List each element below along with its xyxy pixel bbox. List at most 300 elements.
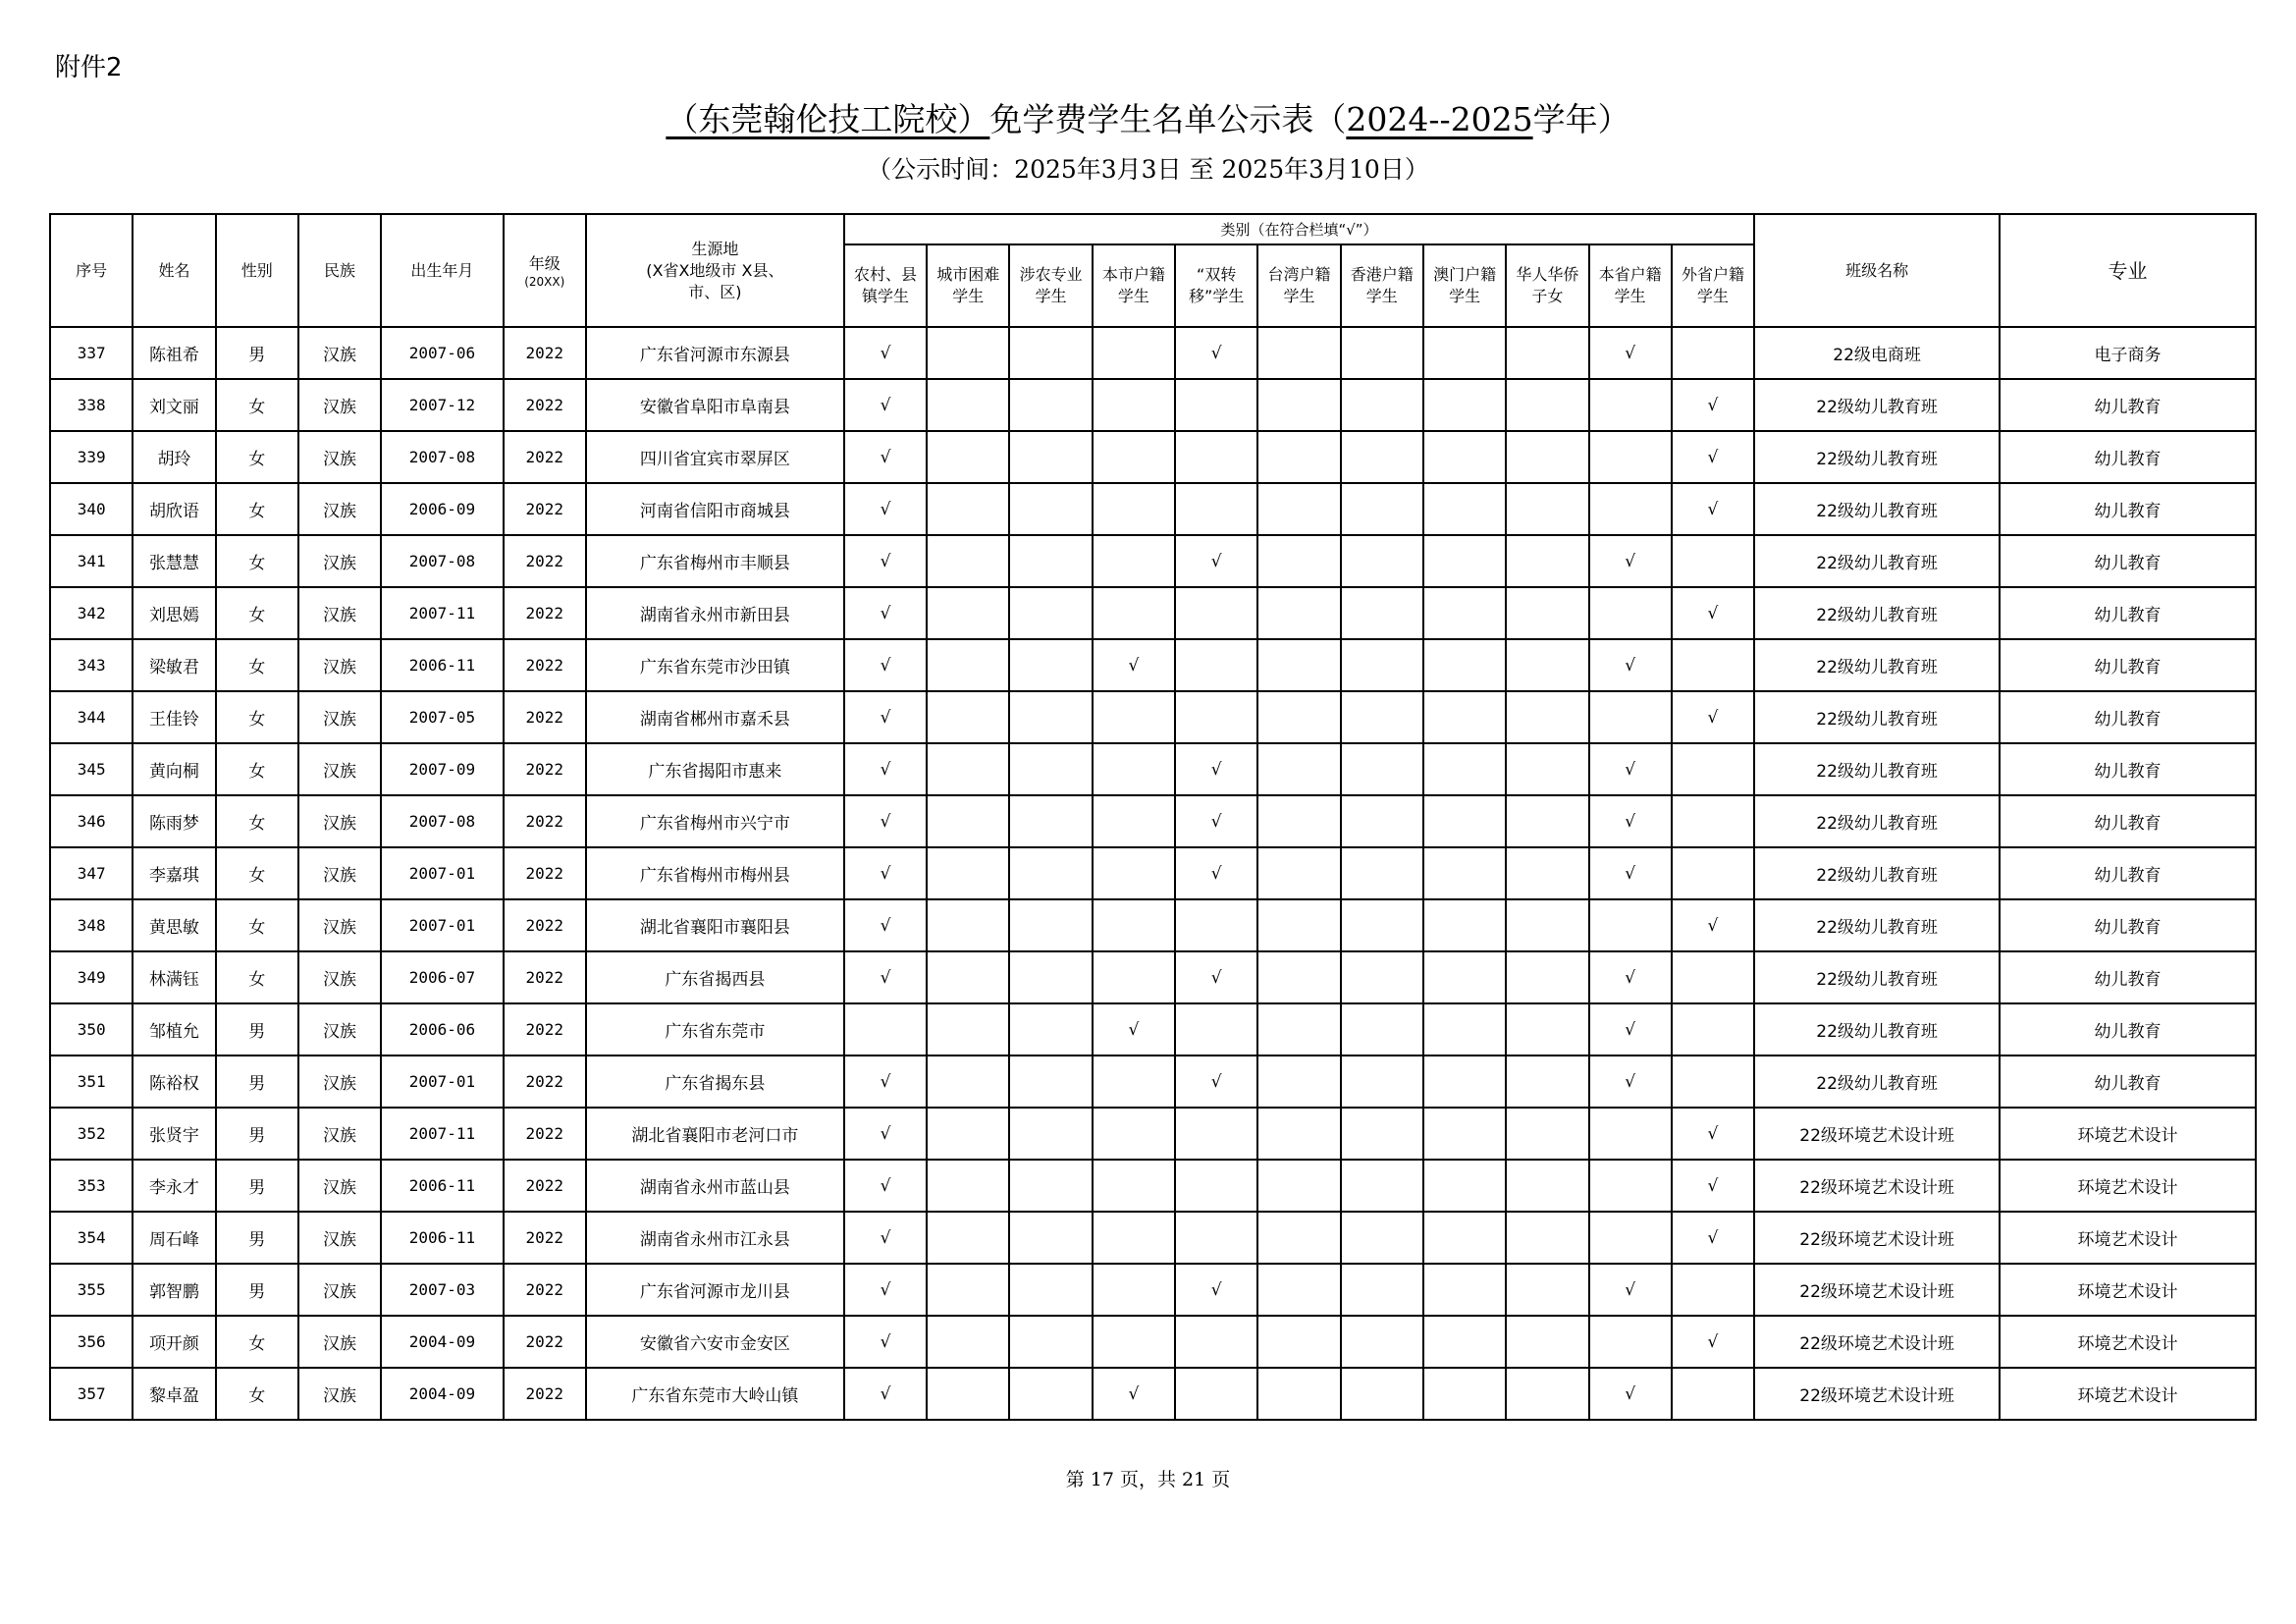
cell-category-10 — [1672, 847, 1754, 899]
title-middle: 免学费学生名单公示表（ — [989, 100, 1347, 138]
cell-category-7 — [1423, 431, 1506, 483]
cell-category-9 — [1589, 691, 1672, 743]
cell-category-5 — [1257, 743, 1340, 795]
cell-seq: 355 — [50, 1264, 133, 1316]
cell-category-5 — [1257, 1212, 1340, 1264]
cell-category-5 — [1257, 431, 1340, 483]
header-ethnicity: 民族 — [298, 214, 381, 327]
header-origin-note: (X省X地级市 X县、市、区) — [646, 260, 784, 301]
cell-category-5 — [1257, 535, 1340, 587]
title-close: 学年） — [1532, 100, 1630, 138]
check-mark: √ — [880, 863, 891, 884]
cell-category-10 — [1672, 587, 1754, 639]
cell-category-1 — [927, 1212, 1009, 1264]
cell-category-1 — [927, 1056, 1009, 1108]
cell-name: 刘思嫣 — [133, 587, 215, 639]
header-grade-note: (20XX) — [524, 274, 565, 289]
cell-seq: 340 — [50, 483, 133, 535]
cell-category-2 — [1009, 535, 1092, 587]
cell-major: 环境艺术设计 — [2000, 1160, 2256, 1212]
cell-category-8 — [1506, 587, 1588, 639]
cell-major: 环境艺术设计 — [2000, 1264, 2256, 1316]
cell-major: 环境艺术设计 — [2000, 1108, 2256, 1160]
cell-category-4 — [1175, 1316, 1257, 1368]
cell-ethnicity: 汉族 — [298, 847, 381, 899]
cell-name: 陈祖希 — [133, 327, 215, 379]
cell-category-3 — [1093, 1003, 1175, 1056]
header-origin — [586, 214, 844, 327]
cell-name: 林满钰 — [133, 951, 215, 1003]
cell-category-4 — [1175, 951, 1257, 1003]
cell-major: 环境艺术设计 — [2000, 1212, 2256, 1264]
cell-category-4 — [1175, 1264, 1257, 1316]
check-mark: √ — [1707, 1175, 1719, 1196]
cell-name: 陈雨梦 — [133, 795, 215, 847]
cell-name: 梁敏君 — [133, 639, 215, 691]
cell-category-3 — [1093, 379, 1175, 431]
cell-birth: 2006-09 — [381, 483, 503, 535]
check-mark: √ — [880, 1123, 891, 1144]
cell-grade: 2022 — [504, 951, 586, 1003]
cell-category-5 — [1257, 847, 1340, 899]
cell-seq: 345 — [50, 743, 133, 795]
cell-category-2 — [1009, 1368, 1092, 1420]
table-row — [50, 1056, 2256, 1108]
cell-category-1 — [927, 587, 1009, 639]
check-mark: √ — [1625, 343, 1636, 363]
cell-ethnicity: 汉族 — [298, 1160, 381, 1212]
cell-category-6 — [1341, 743, 1423, 795]
header-name: 姓名 — [133, 214, 215, 327]
cell-class-name: 22级幼儿教育班 — [1754, 1003, 2000, 1056]
cell-name: 邹植允 — [133, 1003, 215, 1056]
cell-category-4 — [1175, 327, 1257, 379]
cell-category-2 — [1009, 431, 1092, 483]
check-mark: √ — [880, 1071, 891, 1092]
cell-ethnicity: 汉族 — [298, 743, 381, 795]
cell-birth: 2004-09 — [381, 1368, 503, 1420]
header-class-name: 班级名称 — [1754, 214, 2000, 327]
cell-origin: 湖南省永州市蓝山县 — [586, 1160, 844, 1212]
cell-category-1 — [927, 1316, 1009, 1368]
cell-grade: 2022 — [504, 483, 586, 535]
check-mark: √ — [1210, 863, 1222, 884]
cell-category-3 — [1093, 847, 1175, 899]
cell-category-7 — [1423, 1056, 1506, 1108]
cell-gender: 女 — [216, 691, 298, 743]
cell-category-7 — [1423, 1316, 1506, 1368]
check-mark: √ — [880, 343, 891, 363]
cell-birth: 2007-05 — [381, 691, 503, 743]
cell-birth: 2007-03 — [381, 1264, 503, 1316]
cell-major: 幼儿教育 — [2000, 639, 2256, 691]
header-category-5: 台湾户籍学生 — [1257, 244, 1340, 327]
cell-ethnicity: 汉族 — [298, 1056, 381, 1108]
cell-category-0 — [844, 1264, 927, 1316]
cell-category-4 — [1175, 1368, 1257, 1420]
cell-category-2 — [1009, 795, 1092, 847]
cell-category-4 — [1175, 1003, 1257, 1056]
cell-gender: 女 — [216, 379, 298, 431]
table-row — [50, 1316, 2256, 1368]
header-category-8: 华人华侨子女 — [1506, 244, 1588, 327]
cell-name: 黎卓盈 — [133, 1368, 215, 1420]
header-gender: 性别 — [216, 214, 298, 327]
cell-gender: 女 — [216, 847, 298, 899]
cell-origin: 河南省信阳市商城县 — [586, 483, 844, 535]
cell-category-9 — [1589, 1160, 1672, 1212]
check-mark: √ — [1625, 1383, 1636, 1404]
check-mark: √ — [1707, 447, 1719, 467]
cell-category-6 — [1341, 1160, 1423, 1212]
header-category-group: 类别（在符合栏填“√”） — [844, 214, 1754, 244]
cell-category-6 — [1341, 639, 1423, 691]
cell-category-1 — [927, 639, 1009, 691]
cell-ethnicity: 汉族 — [298, 1108, 381, 1160]
school-name: （东莞翰伦技工院校） — [666, 100, 990, 138]
cell-category-8 — [1506, 1003, 1588, 1056]
cell-origin: 广东省梅州市丰顺县 — [586, 535, 844, 587]
cell-birth: 2006-11 — [381, 1212, 503, 1264]
cell-category-7 — [1423, 639, 1506, 691]
cell-category-7 — [1423, 535, 1506, 587]
cell-category-10 — [1672, 483, 1754, 535]
cell-seq: 354 — [50, 1212, 133, 1264]
cell-gender: 男 — [216, 1056, 298, 1108]
table-row — [50, 1264, 2256, 1316]
cell-category-5 — [1257, 379, 1340, 431]
cell-category-6 — [1341, 1264, 1423, 1316]
cell-ethnicity: 汉族 — [298, 1316, 381, 1368]
cell-grade: 2022 — [504, 795, 586, 847]
cell-category-2 — [1009, 1108, 1092, 1160]
cell-category-9 — [1589, 1368, 1672, 1420]
table-row — [50, 379, 2256, 431]
cell-origin: 湖北省襄阳市老河口市 — [586, 1108, 844, 1160]
cell-origin: 广东省揭东县 — [586, 1056, 844, 1108]
cell-category-5 — [1257, 951, 1340, 1003]
cell-major: 幼儿教育 — [2000, 743, 2256, 795]
cell-category-9 — [1589, 1316, 1672, 1368]
cell-category-6 — [1341, 847, 1423, 899]
cell-category-9 — [1589, 795, 1672, 847]
cell-name: 胡玲 — [133, 431, 215, 483]
cell-class-name: 22级幼儿教育班 — [1754, 587, 2000, 639]
cell-category-9 — [1589, 743, 1672, 795]
cell-seq: 351 — [50, 1056, 133, 1108]
cell-category-3 — [1093, 795, 1175, 847]
cell-birth: 2007-12 — [381, 379, 503, 431]
cell-name: 李永才 — [133, 1160, 215, 1212]
cell-major: 幼儿教育 — [2000, 691, 2256, 743]
cell-gender: 女 — [216, 951, 298, 1003]
cell-grade: 2022 — [504, 1160, 586, 1212]
cell-category-8 — [1506, 535, 1588, 587]
check-mark: √ — [1625, 1279, 1636, 1300]
cell-grade: 2022 — [504, 1316, 586, 1368]
cell-origin: 四川省宜宾市翠屏区 — [586, 431, 844, 483]
check-mark: √ — [880, 967, 891, 988]
cell-category-5 — [1257, 1003, 1340, 1056]
cell-category-3 — [1093, 1212, 1175, 1264]
cell-category-3 — [1093, 587, 1175, 639]
cell-category-8 — [1506, 379, 1588, 431]
cell-origin: 广东省东莞市沙田镇 — [586, 639, 844, 691]
cell-category-0 — [844, 1316, 927, 1368]
cell-seq: 356 — [50, 1316, 133, 1368]
cell-category-7 — [1423, 743, 1506, 795]
cell-class-name: 22级幼儿教育班 — [1754, 431, 2000, 483]
cell-origin: 广东省梅州市兴宁市 — [586, 795, 844, 847]
table-row — [50, 1160, 2256, 1212]
cell-category-5 — [1257, 327, 1340, 379]
cell-category-0 — [844, 379, 927, 431]
cell-class-name: 22级幼儿教育班 — [1754, 691, 2000, 743]
cell-category-9 — [1589, 847, 1672, 899]
cell-seq: 339 — [50, 431, 133, 483]
cell-category-9 — [1589, 327, 1672, 379]
check-mark: √ — [1210, 967, 1222, 988]
cell-category-7 — [1423, 951, 1506, 1003]
cell-category-7 — [1423, 1264, 1506, 1316]
cell-category-4 — [1175, 1056, 1257, 1108]
cell-class-name: 22级幼儿教育班 — [1754, 847, 2000, 899]
cell-class-name: 22级环境艺术设计班 — [1754, 1160, 2000, 1212]
cell-name: 陈裕权 — [133, 1056, 215, 1108]
cell-category-1 — [927, 847, 1009, 899]
cell-category-8 — [1506, 847, 1588, 899]
cell-category-6 — [1341, 1212, 1423, 1264]
header-row-1 — [50, 214, 2256, 244]
cell-name: 张贤宇 — [133, 1108, 215, 1160]
table-row — [50, 691, 2256, 743]
cell-gender: 女 — [216, 483, 298, 535]
cell-ethnicity: 汉族 — [298, 1003, 381, 1056]
cell-category-10 — [1672, 1212, 1754, 1264]
table-row — [50, 743, 2256, 795]
cell-category-5 — [1257, 691, 1340, 743]
cell-category-7 — [1423, 795, 1506, 847]
cell-seq: 349 — [50, 951, 133, 1003]
check-mark: √ — [880, 499, 891, 519]
cell-ethnicity: 汉族 — [298, 951, 381, 1003]
cell-major: 幼儿教育 — [2000, 951, 2256, 1003]
cell-category-0 — [844, 1108, 927, 1160]
cell-category-3 — [1093, 691, 1175, 743]
cell-category-4 — [1175, 1108, 1257, 1160]
cell-gender: 女 — [216, 795, 298, 847]
title-years: 2024--2025 — [1346, 100, 1533, 138]
check-mark: √ — [880, 1331, 891, 1352]
cell-birth: 2007-09 — [381, 743, 503, 795]
cell-category-3 — [1093, 483, 1175, 535]
check-mark: √ — [1625, 967, 1636, 988]
cell-birth: 2007-11 — [381, 1108, 503, 1160]
cell-category-8 — [1506, 1056, 1588, 1108]
cell-category-8 — [1506, 483, 1588, 535]
cell-gender: 女 — [216, 1368, 298, 1420]
cell-category-2 — [1009, 1160, 1092, 1212]
cell-category-2 — [1009, 1264, 1092, 1316]
cell-birth: 2007-06 — [381, 327, 503, 379]
check-mark: √ — [880, 811, 891, 832]
table-row — [50, 587, 2256, 639]
cell-category-2 — [1009, 1003, 1092, 1056]
cell-grade: 2022 — [504, 691, 586, 743]
cell-category-4 — [1175, 587, 1257, 639]
cell-category-0 — [844, 847, 927, 899]
cell-category-6 — [1341, 587, 1423, 639]
cell-class-name: 22级电商班 — [1754, 327, 2000, 379]
cell-origin: 湖南省永州市新田县 — [586, 587, 844, 639]
cell-grade: 2022 — [504, 535, 586, 587]
cell-origin: 湖南省永州市江永县 — [586, 1212, 844, 1264]
cell-category-3 — [1093, 1316, 1175, 1368]
check-mark: √ — [1707, 1123, 1719, 1144]
cell-grade: 2022 — [504, 1056, 586, 1108]
cell-birth: 2007-01 — [381, 899, 503, 951]
check-mark: √ — [880, 1175, 891, 1196]
cell-seq: 348 — [50, 899, 133, 951]
cell-origin: 广东省东莞市大岭山镇 — [586, 1368, 844, 1420]
cell-category-9 — [1589, 483, 1672, 535]
cell-category-2 — [1009, 1212, 1092, 1264]
cell-gender: 男 — [216, 1264, 298, 1316]
cell-category-0 — [844, 1003, 927, 1056]
cell-category-8 — [1506, 1316, 1588, 1368]
cell-grade: 2022 — [504, 1264, 586, 1316]
cell-name: 黄向桐 — [133, 743, 215, 795]
cell-name: 周石峰 — [133, 1212, 215, 1264]
cell-seq: 357 — [50, 1368, 133, 1420]
cell-class-name: 22级环境艺术设计班 — [1754, 1212, 2000, 1264]
cell-category-2 — [1009, 639, 1092, 691]
cell-class-name: 22级环境艺术设计班 — [1754, 1316, 2000, 1368]
cell-category-2 — [1009, 951, 1092, 1003]
cell-ethnicity: 汉族 — [298, 1264, 381, 1316]
cell-category-6 — [1341, 795, 1423, 847]
cell-category-9 — [1589, 639, 1672, 691]
table-row — [50, 899, 2256, 951]
cell-name: 黄思敏 — [133, 899, 215, 951]
cell-birth: 2006-06 — [381, 1003, 503, 1056]
cell-category-7 — [1423, 1108, 1506, 1160]
cell-birth: 2007-01 — [381, 1056, 503, 1108]
cell-category-8 — [1506, 1212, 1588, 1264]
cell-category-8 — [1506, 795, 1588, 847]
cell-category-3 — [1093, 327, 1175, 379]
cell-class-name: 22级环境艺术设计班 — [1754, 1264, 2000, 1316]
cell-category-1 — [927, 691, 1009, 743]
cell-birth: 2006-11 — [381, 639, 503, 691]
check-mark: √ — [1707, 915, 1719, 936]
cell-birth: 2007-11 — [381, 587, 503, 639]
cell-category-7 — [1423, 1368, 1506, 1420]
cell-category-10 — [1672, 951, 1754, 1003]
check-mark: √ — [1128, 655, 1140, 676]
cell-category-4 — [1175, 743, 1257, 795]
table-row — [50, 431, 2256, 483]
cell-category-3 — [1093, 1160, 1175, 1212]
cell-category-10 — [1672, 1368, 1754, 1420]
cell-category-4 — [1175, 431, 1257, 483]
cell-origin: 安徽省阜阳市阜南县 — [586, 379, 844, 431]
header-category-7: 澳门户籍学生 — [1423, 244, 1506, 327]
cell-category-0 — [844, 899, 927, 951]
cell-category-4 — [1175, 847, 1257, 899]
cell-class-name: 22级幼儿教育班 — [1754, 743, 2000, 795]
cell-gender: 女 — [216, 535, 298, 587]
table-row — [50, 795, 2256, 847]
cell-category-2 — [1009, 847, 1092, 899]
cell-ethnicity: 汉族 — [298, 535, 381, 587]
cell-category-6 — [1341, 1108, 1423, 1160]
cell-grade: 2022 — [504, 743, 586, 795]
header-seq: 序号 — [50, 214, 133, 327]
cell-category-7 — [1423, 483, 1506, 535]
cell-name: 胡欣语 — [133, 483, 215, 535]
cell-category-0 — [844, 483, 927, 535]
cell-major: 幼儿教育 — [2000, 379, 2256, 431]
cell-gender: 男 — [216, 1108, 298, 1160]
cell-category-1 — [927, 1368, 1009, 1420]
cell-category-9 — [1589, 431, 1672, 483]
cell-gender: 男 — [216, 1212, 298, 1264]
cell-birth: 2006-07 — [381, 951, 503, 1003]
cell-category-3 — [1093, 743, 1175, 795]
cell-category-0 — [844, 1160, 927, 1212]
cell-grade: 2022 — [504, 639, 586, 691]
check-mark: √ — [1707, 707, 1719, 728]
cell-category-8 — [1506, 639, 1588, 691]
header-grade — [504, 214, 586, 327]
cell-category-7 — [1423, 327, 1506, 379]
header-category-1: 城市困难学生 — [927, 244, 1009, 327]
table-row — [50, 847, 2256, 899]
cell-gender: 女 — [216, 1316, 298, 1368]
cell-category-7 — [1423, 847, 1506, 899]
cell-gender: 男 — [216, 1160, 298, 1212]
cell-category-4 — [1175, 379, 1257, 431]
cell-grade: 2022 — [504, 1003, 586, 1056]
cell-category-0 — [844, 1212, 927, 1264]
cell-seq: 353 — [50, 1160, 133, 1212]
cell-category-6 — [1341, 1316, 1423, 1368]
cell-category-1 — [927, 743, 1009, 795]
cell-category-9 — [1589, 587, 1672, 639]
header-major: 专业 — [2000, 214, 2256, 327]
cell-birth: 2007-08 — [381, 795, 503, 847]
header-category-0: 农村、县镇学生 — [844, 244, 927, 327]
cell-name: 李嘉琪 — [133, 847, 215, 899]
check-mark: √ — [1210, 811, 1222, 832]
cell-category-10 — [1672, 1056, 1754, 1108]
cell-origin: 广东省揭阳市惠来 — [586, 743, 844, 795]
cell-class-name: 22级环境艺术设计班 — [1754, 1108, 2000, 1160]
cell-category-6 — [1341, 379, 1423, 431]
cell-category-2 — [1009, 379, 1092, 431]
cell-class-name: 22级幼儿教育班 — [1754, 899, 2000, 951]
cell-category-0 — [844, 327, 927, 379]
cell-major: 幼儿教育 — [2000, 483, 2256, 535]
cell-class-name: 22级幼儿教育班 — [1754, 535, 2000, 587]
cell-category-9 — [1589, 1264, 1672, 1316]
cell-category-6 — [1341, 951, 1423, 1003]
table-row — [50, 483, 2256, 535]
cell-category-3 — [1093, 1264, 1175, 1316]
cell-gender: 女 — [216, 587, 298, 639]
cell-category-1 — [927, 535, 1009, 587]
